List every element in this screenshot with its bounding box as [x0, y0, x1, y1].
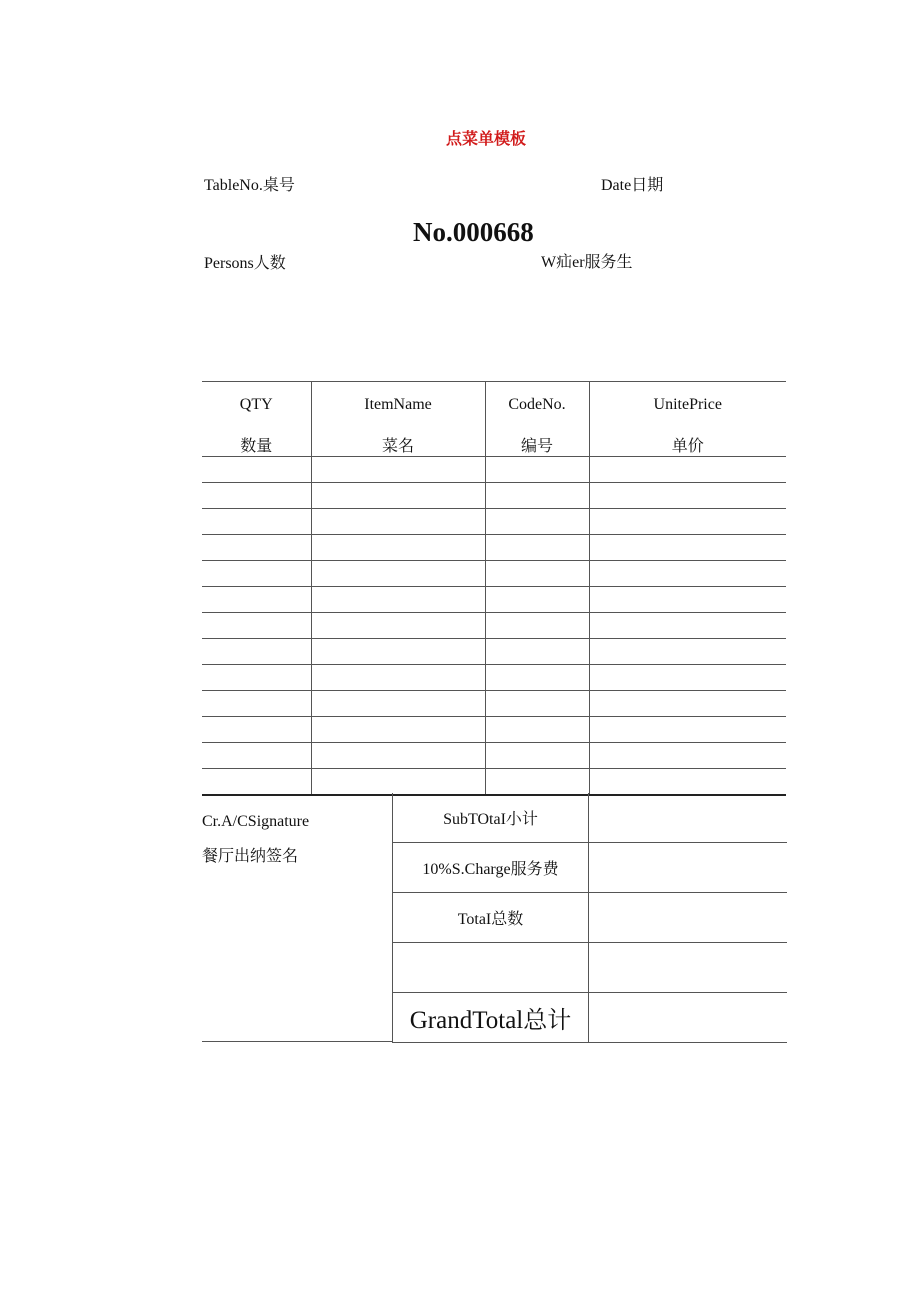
price-cell[interactable]: [589, 561, 786, 587]
qty-cell[interactable]: [202, 665, 311, 691]
qty-cell[interactable]: [202, 457, 311, 483]
grand-total-label: [393, 993, 589, 1043]
code-cell[interactable]: [485, 691, 589, 717]
item-name-cell[interactable]: [311, 509, 485, 535]
grand-total-label-cn: 总计: [523, 1006, 572, 1034]
grand-total-value-cell[interactable]: [589, 993, 787, 1043]
price-cell[interactable]: [589, 691, 786, 717]
subtotal-value-cell[interactable]: [589, 793, 787, 843]
signature-label-cn: 餐厅出纳签名: [202, 848, 299, 865]
item-name-cell[interactable]: [311, 457, 485, 483]
item-name-cell[interactable]: [311, 483, 485, 509]
subtotal-row: [393, 793, 787, 843]
code-cell[interactable]: [485, 561, 589, 587]
table-row[interactable]: [202, 457, 786, 483]
price-cell[interactable]: [589, 535, 786, 561]
signature-label-en: Cr.A/CSignature: [202, 813, 310, 830]
date-label: Date日期: [601, 177, 664, 194]
item-name-cell[interactable]: [311, 769, 485, 796]
code-cell[interactable]: [485, 535, 589, 561]
price-cell[interactable]: [589, 457, 786, 483]
blank-label: [393, 943, 589, 993]
code-cell[interactable]: [485, 613, 589, 639]
qty-cell[interactable]: [202, 639, 311, 665]
table-row[interactable]: [202, 665, 786, 691]
column-header-code-no: CodeNo. 编号: [485, 382, 589, 457]
price-cell[interactable]: [589, 769, 786, 796]
template-title: 点菜单模板: [446, 129, 527, 148]
code-cell[interactable]: [485, 639, 589, 665]
item-name-cell[interactable]: [311, 639, 485, 665]
signature-area-bottom-line: [202, 1041, 393, 1042]
service-charge-row: [393, 843, 787, 893]
order-number: No.000668: [413, 217, 534, 247]
table-row[interactable]: [202, 769, 786, 796]
qty-cell[interactable]: [202, 587, 311, 613]
qty-cell[interactable]: [202, 691, 311, 717]
price-cell[interactable]: [589, 483, 786, 509]
subtotal-label: SubTOtaI小计: [393, 793, 589, 843]
table-row[interactable]: [202, 561, 786, 587]
price-cell[interactable]: [589, 509, 786, 535]
column-header-qty: QTY 数量: [202, 382, 311, 457]
code-cell[interactable]: [485, 483, 589, 509]
table-row[interactable]: [202, 691, 786, 717]
grand-total-label-en: GrandTotal: [409, 1007, 524, 1034]
blank-value-cell[interactable]: [589, 943, 787, 993]
table-row[interactable]: [202, 717, 786, 743]
code-cell[interactable]: [485, 587, 589, 613]
price-cell[interactable]: [589, 639, 786, 665]
total-label: TotaI总数: [393, 893, 589, 943]
code-cell[interactable]: [485, 665, 589, 691]
item-name-cell[interactable]: [311, 535, 485, 561]
item-name-cell[interactable]: [311, 743, 485, 769]
price-cell[interactable]: [589, 587, 786, 613]
qty-cell[interactable]: [202, 743, 311, 769]
qty-cell[interactable]: [202, 535, 311, 561]
service-charge-value-cell[interactable]: [589, 843, 787, 893]
total-value-cell[interactable]: [589, 893, 787, 943]
items-header-row: [202, 382, 786, 457]
table-row[interactable]: [202, 613, 786, 639]
price-cell[interactable]: [589, 665, 786, 691]
code-cell[interactable]: [485, 509, 589, 535]
item-name-cell[interactable]: [311, 665, 485, 691]
code-cell[interactable]: [485, 717, 589, 743]
column-header-unit-price: UnitePrice 单价: [589, 382, 786, 457]
table-row[interactable]: [202, 743, 786, 769]
price-cell[interactable]: [589, 613, 786, 639]
blank-row: [393, 943, 787, 993]
waiter-label: W疝er服务生: [541, 254, 633, 271]
column-header-item-name: ItemName 菜名: [311, 382, 485, 457]
item-name-cell[interactable]: [311, 613, 485, 639]
table-row[interactable]: [202, 483, 786, 509]
code-cell[interactable]: [485, 743, 589, 769]
grand-total-row: [393, 993, 787, 1043]
qty-cell[interactable]: [202, 613, 311, 639]
item-name-cell[interactable]: [311, 587, 485, 613]
table-row[interactable]: [202, 509, 786, 535]
total-row: [393, 893, 787, 943]
price-cell[interactable]: [589, 743, 786, 769]
totals-table: [392, 793, 787, 1043]
qty-cell[interactable]: [202, 509, 311, 535]
code-cell[interactable]: [485, 457, 589, 483]
table-row[interactable]: [202, 587, 786, 613]
qty-cell[interactable]: [202, 483, 311, 509]
qty-cell[interactable]: [202, 561, 311, 587]
table-number-label: TableNo.桌号: [204, 177, 295, 194]
table-row[interactable]: [202, 639, 786, 665]
price-cell[interactable]: [589, 717, 786, 743]
persons-label: Persons人数: [204, 255, 286, 272]
item-name-cell[interactable]: [311, 717, 485, 743]
item-name-cell[interactable]: [311, 561, 485, 587]
item-name-cell[interactable]: [311, 691, 485, 717]
service-charge-label: 10%S.Charge服务费: [393, 843, 589, 893]
qty-cell[interactable]: [202, 717, 311, 743]
qty-cell[interactable]: [202, 769, 311, 796]
code-cell[interactable]: [485, 769, 589, 796]
table-row[interactable]: [202, 535, 786, 561]
order-items-table: [202, 381, 786, 796]
